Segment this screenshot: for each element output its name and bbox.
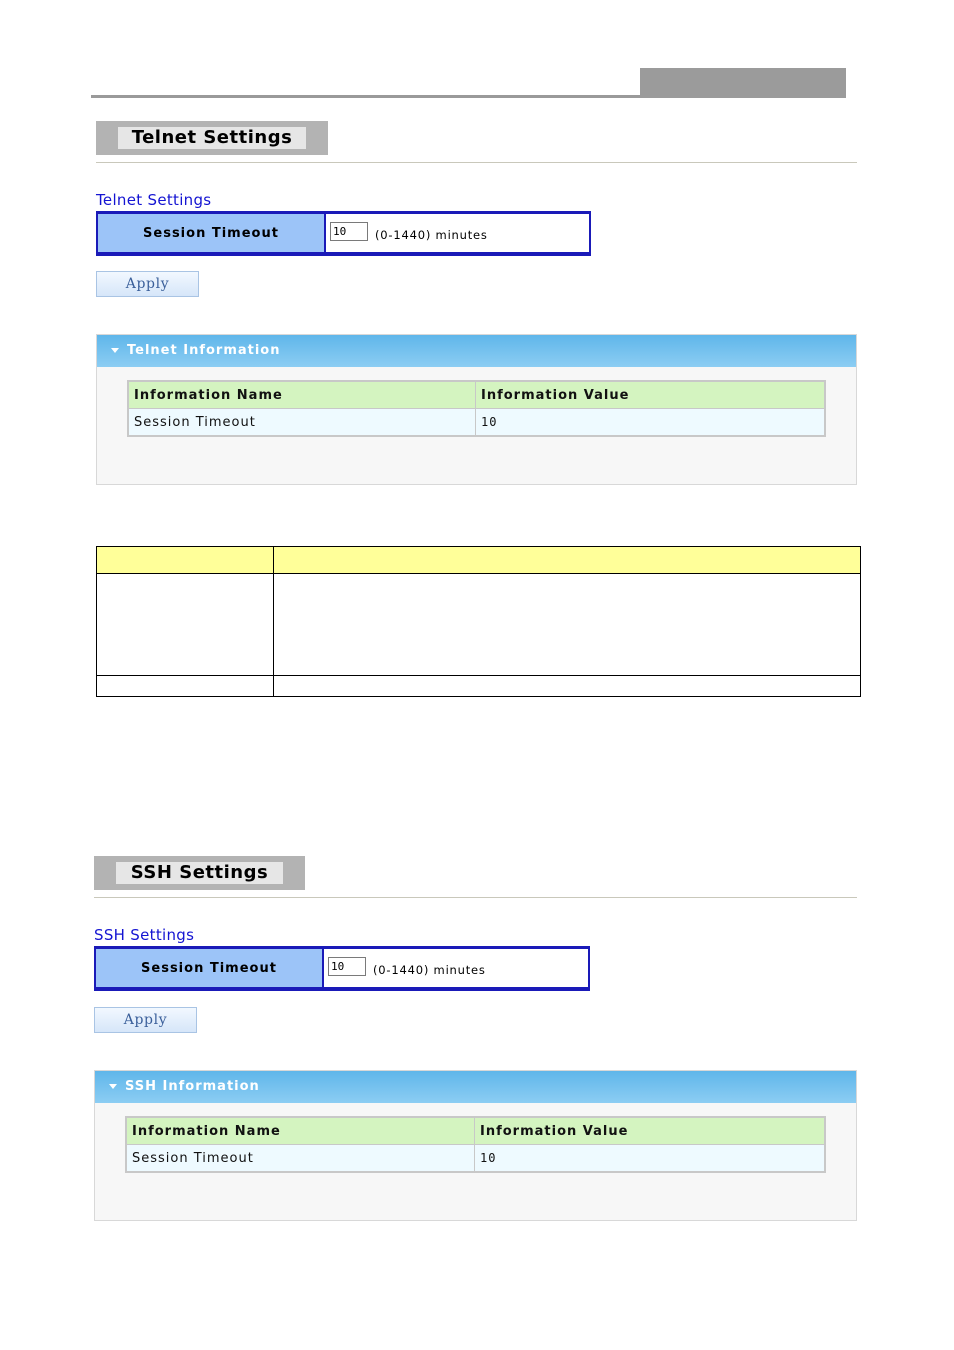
ssh-session-timeout-input[interactable]: 10 bbox=[328, 957, 366, 976]
info-name-cell: Session Timeout bbox=[128, 409, 476, 437]
ssh-settings-form bbox=[94, 946, 590, 991]
telnet-information-title: Telnet Information bbox=[127, 343, 281, 358]
ssh-apply-button[interactable]: Apply bbox=[94, 1007, 197, 1033]
telnet-session-timeout-label: Session Timeout bbox=[98, 214, 326, 252]
telnet-session-timeout-input[interactable]: 10 bbox=[330, 222, 368, 241]
description-header-cell bbox=[97, 547, 274, 574]
table-header-row bbox=[128, 381, 825, 409]
column-header: Information Name bbox=[126, 1117, 475, 1145]
collapse-triangle-icon bbox=[111, 348, 119, 353]
telnet-session-timeout-range: (0-1440) minutes bbox=[375, 228, 488, 242]
ssh-information-table bbox=[125, 1116, 826, 1173]
telnet-title-badge bbox=[96, 121, 328, 155]
column-header: Information Name bbox=[128, 381, 476, 409]
telnet-information-table bbox=[127, 380, 826, 437]
telnet-information-panel bbox=[96, 334, 857, 485]
collapse-triangle-icon bbox=[109, 1084, 117, 1089]
description-cell bbox=[274, 676, 861, 697]
ssh-information-header[interactable] bbox=[95, 1071, 856, 1103]
description-header-cell bbox=[274, 547, 861, 574]
info-value-cell: 10 bbox=[475, 1145, 826, 1173]
table-row bbox=[126, 1145, 825, 1173]
ssh-title-badge-text: SSH Settings bbox=[116, 862, 283, 884]
telnet-separator bbox=[96, 162, 857, 163]
page-header-block bbox=[640, 68, 846, 98]
ssh-separator bbox=[94, 897, 857, 898]
description-cell bbox=[274, 574, 861, 676]
page-header-rule bbox=[91, 95, 640, 98]
ssh-session-timeout-label: Session Timeout bbox=[96, 949, 324, 987]
ssh-session-timeout-range: (0-1440) minutes bbox=[373, 963, 486, 977]
description-table bbox=[96, 546, 861, 697]
telnet-settings-form bbox=[96, 211, 591, 256]
ssh-information-panel bbox=[94, 1070, 857, 1221]
column-header: Information Value bbox=[475, 1117, 826, 1145]
ssh-information-title: SSH Information bbox=[125, 1079, 260, 1094]
table-header-row bbox=[126, 1117, 825, 1145]
telnet-title-badge-text: Telnet Settings bbox=[118, 127, 306, 149]
info-name-cell: Session Timeout bbox=[126, 1145, 475, 1173]
table-row bbox=[97, 676, 861, 697]
table-row bbox=[128, 409, 825, 437]
telnet-information-header[interactable] bbox=[97, 335, 856, 367]
info-value-cell: 10 bbox=[476, 409, 826, 437]
column-header: Information Value bbox=[476, 381, 826, 409]
ssh-settings-title: SSH Settings bbox=[94, 926, 195, 944]
telnet-settings-title: Telnet Settings bbox=[96, 191, 212, 209]
ssh-title-badge bbox=[94, 856, 305, 890]
table-row bbox=[97, 574, 861, 676]
description-cell bbox=[97, 574, 274, 676]
description-header-row bbox=[97, 547, 861, 574]
description-cell bbox=[97, 676, 274, 697]
telnet-apply-button[interactable]: Apply bbox=[96, 271, 199, 297]
